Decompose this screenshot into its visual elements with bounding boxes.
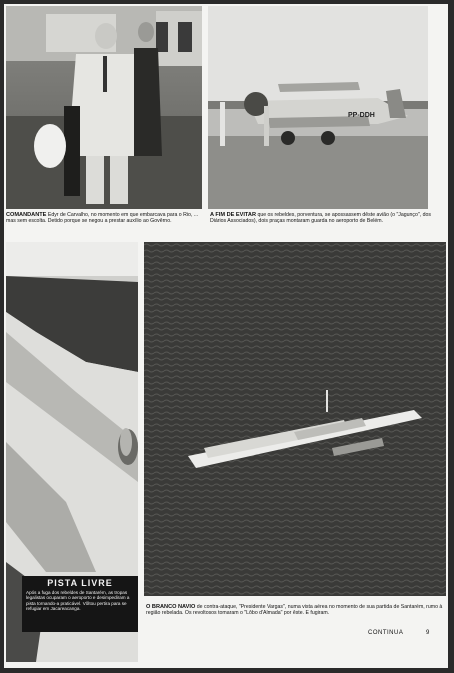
caption-commander-text: Edyr de Carvalho, no momento em que embarcava para o Rio, ... mas sem escolta. Detido porque se negou a prestar auxílio ao Govêrno.	[6, 212, 199, 225]
magazine-page	[4, 4, 448, 668]
pista-livre-text: Após a fuga dos rebeldes de Santarém, as tropas legalistas ocuparam o aeroporto e desimpediram a pista tornando-a praticável. Vôltou pertira para se refugiar em Jacareacanga.	[26, 590, 130, 612]
caption-ship-lead: O BRANCO NAVIO	[146, 604, 196, 610]
photo-commander-boarding	[6, 6, 202, 209]
airplane-registration: PP-DDH	[348, 112, 375, 119]
caption-ship	[146, 604, 444, 617]
caption-commander	[6, 212, 202, 225]
pista-livre-title: PISTA LIVRE	[47, 578, 113, 588]
caption-airplane	[210, 212, 442, 225]
page-number: 9	[426, 630, 430, 636]
caption-airplane-lead: A FIM DE EVITAR	[210, 212, 256, 218]
photo-airplane-guarded	[208, 6, 428, 209]
caption-commander-lead: COMANDANTE	[6, 212, 47, 218]
continua-label: CONTINUA	[368, 630, 404, 636]
caption-ship-text: de contra-ataque, "Presidente Vargas", numa vista aérea no momento de sua partida de Santarém, rumo à região rebelada. Os revoltosos tomaram o "Lôbo d'Almada" por êste. E fugiram.	[146, 604, 443, 617]
photo-ship	[144, 242, 446, 596]
caption-airplane-text: que os rebeldes, porventura, se apossassem dêste avião (o "Jagunço", dos Diários Associados), dois praças montaram guarda no aeroporto de Belém.	[210, 212, 431, 225]
pista-livre-box	[22, 576, 138, 632]
